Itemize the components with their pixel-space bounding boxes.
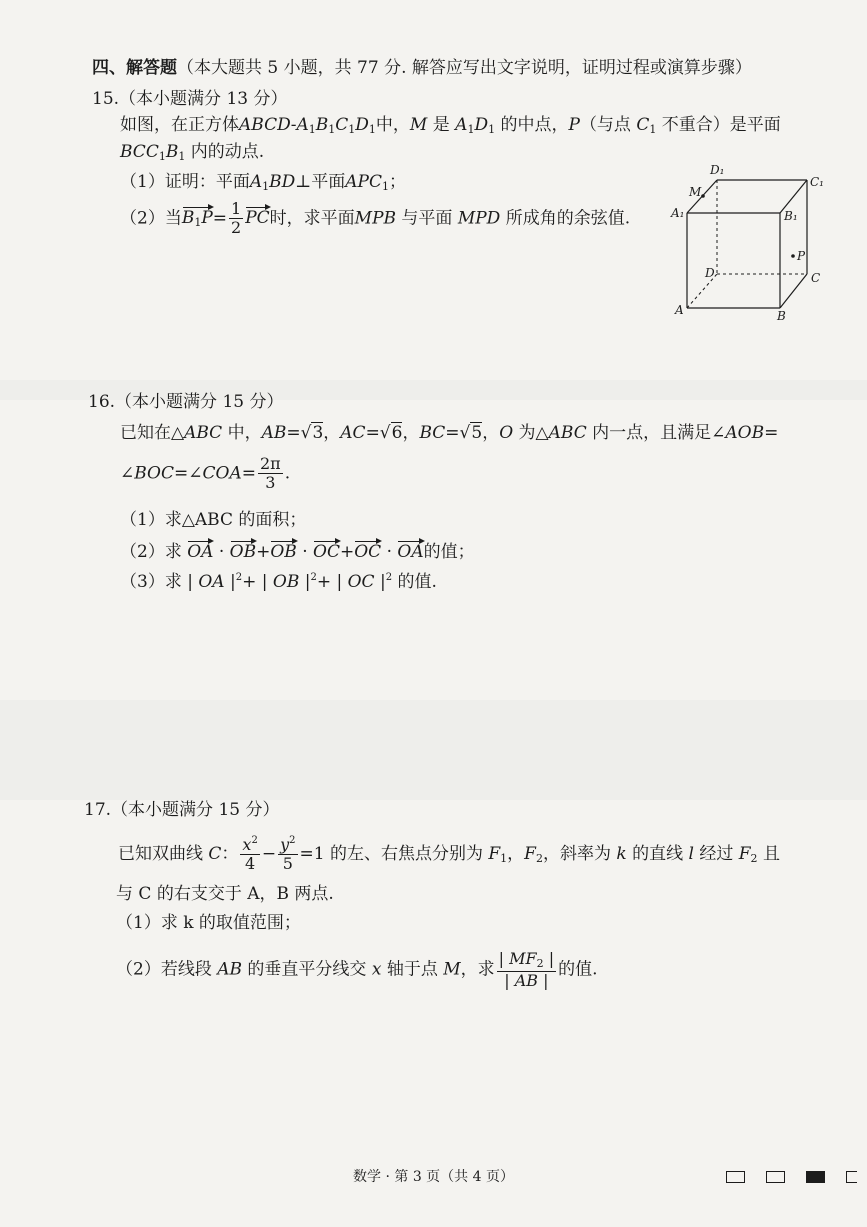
q16-line2-b: =∠ [174,463,203,484]
q17-p2-c: 轴于点 [386,959,438,980]
label-c: C [811,271,821,285]
q15-p1-c: ； [388,172,406,192]
q17-stem-b: =1 的左、右焦点分别为 [299,843,483,864]
label-c1: C₁ [810,175,824,189]
q17-p2-b: 的垂直平分线交 [247,959,367,980]
q16-p3-a: （3）求 [120,572,182,592]
label-d: D [705,266,715,280]
q17-header: 17.（本小题满分 15 分） [84,800,280,820]
q15-stem-e: （与点 [579,115,631,135]
marker-box-filled [806,1171,825,1183]
q15-stem-g: 内的动点. [190,142,265,162]
q17-p2-e: 的值. [558,959,598,980]
marker-box [726,1171,745,1183]
section-header [92,58,752,78]
q17-stem-e: 经过 [699,843,734,864]
q15-part1: （1）证明：平面$A_1BD\perp$平面$APC_1$； [120,172,406,193]
q16-stem-a: 已知在△ [120,423,185,443]
q15-part2: （2）当$B_1P=$ $\frac{1}{2}$ PC时，求平面MPB 与平面 MPD 所成角的余弦值. [120,199,631,238]
page-footer: 数学 · 第 3 页（共 4 页） [353,1169,514,1185]
q15-p2-c: 与平面 [401,208,453,229]
q15-header: 15.（本小题满分 13 分） [92,89,288,109]
label-p: P [797,249,806,263]
q17-p2-d: ，求 [460,959,495,980]
q16-part3: （3）求 | OA $|^2+$ | OB $|^2+$ | OC $|^2$ 的值. [120,572,437,592]
q16-stem-b: 中， [227,423,262,443]
q17-p2-a: （2）若线段 [116,959,212,980]
q16-stem-line1: 已知在△ABC 中，AB=√3，AC=√6，BC=√5，O 为△ABC 内一点，且满足∠AOB= [120,423,779,443]
q16-line2-a: ∠ [120,463,135,484]
q15-stem-line1: 如图，在正方体ABCD-$A_1B_1C_1D_1$中，M 是 $A_1D_1$ 的中点，P（与点 $C_1$ 不重合）是平面 [120,115,781,136]
label-a1: A₁ [671,206,685,220]
q15-p2-a: （2）当 [120,208,182,229]
q15-p2-d: 所成角的余弦值. [505,208,631,229]
q17-stem-line1: 已知双曲线 C： $\frac{x^2}{4}$ − $\frac{y^2}{5}$ =1 的左、右焦点分别为 $F_1$，$F_2$，斜率为 k 的直线 l 经过 $F_2$ 且 [118,835,780,874]
label-b: B [777,309,786,323]
q16-part1: （1）求△ABC 的面积； [120,510,307,530]
point-p [791,254,795,258]
q15-stem-b: 中， [375,115,410,135]
q16-part2: （2）求 OA · OB+OB · OC+OC · OA的值； [120,542,475,562]
marker-box [766,1171,785,1183]
label-d1: D₁ [710,163,725,177]
q17-stem-f: 且 [762,843,780,864]
q16-p2-a: （2）求 [120,542,182,562]
q15-p1-b: ⊥平面 [295,172,346,192]
label-a: A [675,303,684,317]
point-m [701,194,705,198]
q17-part2: （2）若线段 AB 的垂直平分线交 x 轴于点 M，求 $\frac{| MF_2 |}{| AB |}$ 的值. [116,949,598,990]
section-note: （本大题共 5 小题，共 77 分. 解答应写出文字说明，证明过程或演算步骤） [177,58,752,78]
q16-stem-c: 为△ [518,423,549,443]
cube-figure [665,158,835,323]
q16-p3-b: 的值. [397,572,437,592]
q15-stem-f: 不重合）是平面 [661,115,781,135]
q17-stem-a: 已知双曲线 [118,843,203,864]
label-m: M [689,185,702,199]
q15-stem-a: 如图，在正方体 [120,115,239,135]
q16-stem-line2: ∠BOC=∠COA= $\frac{2\pi}{3}$ . [120,454,291,493]
q17-stem-line2: 与 C 的右支交于 A，B 两点. [116,884,334,904]
q15-stem-c: 是 [432,115,450,135]
q16-p2-b: 的值； [423,542,475,562]
q17-stem-c: ，斜率为 [542,843,611,864]
label-b1: B₁ [784,209,798,223]
q15-p1-a: （1）证明：平面 [120,172,250,192]
q15-stem-d: 的中点， [500,115,569,135]
q16-stem-d: 内一点，且满足∠ [592,423,726,443]
marker-box [846,1171,857,1183]
q16-header: 16.（本小题满分 15 分） [88,392,284,412]
q15-stem-line2: $BCC_1B_1$ 内的动点. [120,142,265,163]
q17-part1: （1）求 k 的取值范围； [116,913,301,933]
q15-p2-b: 时，求平面 [269,208,355,229]
scan-shade [0,700,867,800]
q17-stem-d: 的直线 [632,843,684,864]
section-title: 四、解答题 [92,58,177,78]
